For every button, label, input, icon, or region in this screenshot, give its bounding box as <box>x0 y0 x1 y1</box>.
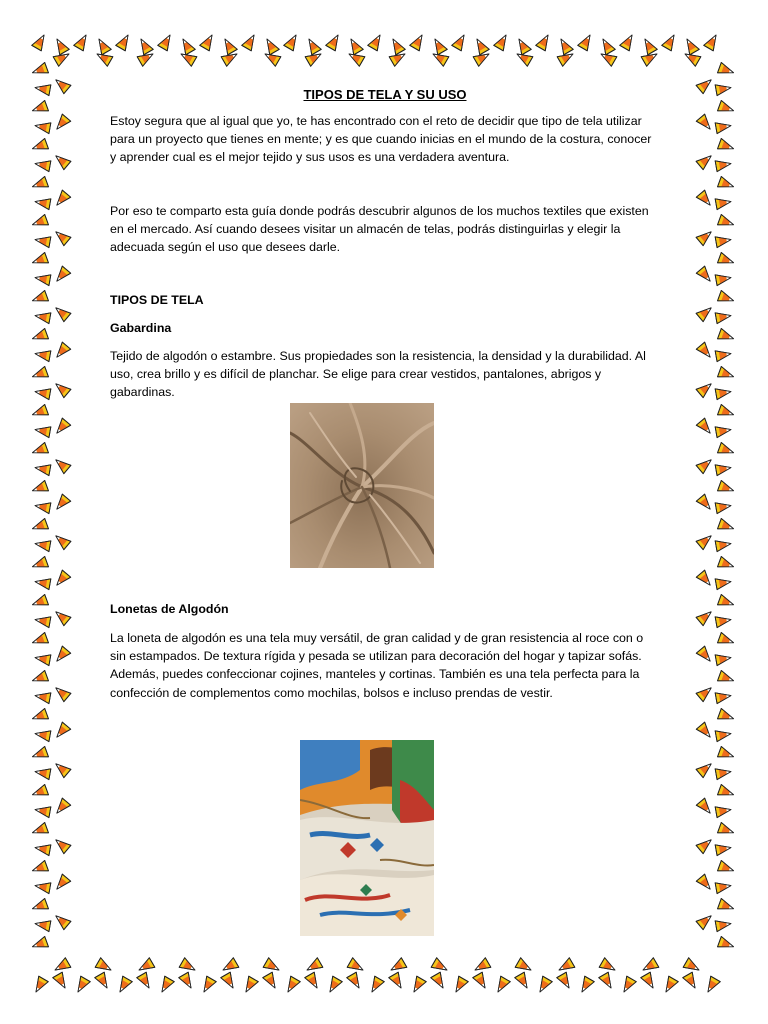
candy-corn-icon <box>31 328 49 343</box>
candy-corn-icon <box>52 228 71 246</box>
candy-corn-icon <box>696 304 715 322</box>
candy-corn-icon <box>136 36 153 54</box>
candy-corn-icon <box>34 196 51 209</box>
candy-corn-icon <box>94 36 111 54</box>
candy-corn-icon <box>178 49 196 66</box>
candy-corn-icon <box>696 608 715 626</box>
candy-corn-icon <box>718 214 736 229</box>
candy-corn-icon <box>34 652 51 665</box>
candy-corn-icon <box>34 386 51 399</box>
candy-corn-icon <box>53 972 70 990</box>
candy-corn-icon <box>326 32 343 50</box>
candy-corn-icon <box>718 404 736 419</box>
candy-corn-icon <box>31 594 49 609</box>
candy-corn-icon <box>718 822 736 837</box>
candy-corn-icon <box>696 266 714 285</box>
candy-corn-icon <box>620 32 637 50</box>
candy-corn-icon <box>346 49 364 66</box>
candy-corn-icon <box>31 898 49 913</box>
candy-corn-icon <box>388 958 406 975</box>
candy-corn-icon <box>715 614 732 627</box>
candy-corn-icon <box>452 32 469 50</box>
candy-corn-icon <box>715 82 732 95</box>
candy-corn-icon <box>31 62 49 77</box>
candy-corn-icon <box>696 760 715 778</box>
candy-corn-icon <box>53 722 71 741</box>
candy-corn-icon <box>473 49 491 66</box>
candy-corn-icon <box>696 152 715 170</box>
candy-corn-icon <box>514 36 531 54</box>
candy-corn-icon <box>556 36 573 54</box>
candy-corn-icon <box>696 456 715 474</box>
intro-paragraph-1: Estoy segura que al igual que yo, te has encontrado con el reto de decidir que tipo de tela utilizar para un proyecto que tienes en mente; y es que cuando inicias en el mundo de la costura, conocer y aprender cual es el mejor tejido y sus usos es una verdadera aventura. <box>110 114 652 165</box>
candy-corn-icon <box>34 880 51 893</box>
candy-corn-icon <box>34 842 51 855</box>
candy-corn-icon <box>53 798 71 817</box>
candy-corn-icon <box>53 342 71 361</box>
candy-corn-icon <box>31 404 49 419</box>
candy-corn-icon <box>31 290 49 305</box>
candy-corn-icon <box>52 304 71 322</box>
fabric-description-gabardina: Tejido de algodón o estambre. Sus propiedades son la resistencia, la densidad y la durabilidad. Al uso, crea brillo y es difícil de planchar. Se elige para crear vestidos, pantalones, abrigos y gabardinas. <box>110 349 646 400</box>
candy-corn-icon <box>696 722 714 741</box>
gabardina-fabric-image <box>290 403 434 568</box>
candy-corn-icon <box>473 972 490 990</box>
candy-corn-icon <box>662 32 679 50</box>
candy-corn-icon <box>696 228 715 246</box>
candy-corn-icon <box>34 120 51 133</box>
candy-corn-icon <box>715 158 732 171</box>
candy-corn-icon <box>715 424 732 437</box>
candy-corn-icon <box>52 76 71 94</box>
fabric-name-lonetas: Lonetas de Algodón <box>110 602 229 616</box>
candy-corn-icon <box>137 972 154 990</box>
candy-corn-icon <box>556 958 574 975</box>
candy-corn-icon <box>718 328 736 343</box>
candy-corn-icon <box>262 49 280 66</box>
candy-corn-icon <box>718 784 736 799</box>
candy-corn-icon <box>368 32 385 50</box>
candy-corn-icon <box>682 49 700 66</box>
candy-corn-icon <box>31 556 49 571</box>
candy-corn-icon <box>74 32 91 50</box>
candy-corn-icon <box>696 798 714 817</box>
candy-corn-icon <box>34 766 51 779</box>
candy-corn-icon <box>242 32 259 50</box>
candy-corn-icon <box>283 976 300 994</box>
candy-corn-icon <box>715 576 732 589</box>
candy-corn-icon <box>367 976 384 994</box>
candy-corn-icon <box>696 418 714 437</box>
candy-corn-icon <box>34 614 51 627</box>
candy-corn-icon <box>221 49 239 66</box>
candy-corn-icon <box>389 49 407 66</box>
candy-corn-icon <box>696 874 714 893</box>
fabric-name-gabardina: Gabardina <box>110 321 172 335</box>
candy-corn-icon <box>52 532 71 550</box>
candy-corn-icon <box>715 538 732 551</box>
candy-corn-icon <box>696 646 714 665</box>
candy-corn-icon <box>34 234 51 247</box>
candy-corn-icon <box>31 252 49 267</box>
intro-paragraph-2: Por eso te comparto esta guía donde podrás descubrir algunos de los muchos textiles que existen en el mercado. Así cuando desees visitar un almacén de telas, podrás distinguirlas y elegir la adecuada según el uso que desees darle. <box>110 204 649 255</box>
candy-corn-icon <box>220 958 238 975</box>
candy-corn-icon <box>53 266 71 285</box>
candy-corn-icon <box>578 32 595 50</box>
candy-corn-icon <box>53 418 71 437</box>
candy-corn-icon <box>715 652 732 665</box>
candy-corn-icon <box>715 842 732 855</box>
candy-corn-icon <box>640 958 658 975</box>
candy-corn-icon <box>346 36 363 54</box>
candy-corn-icon <box>53 494 71 513</box>
candy-corn-icon <box>696 570 714 589</box>
candy-corn-icon <box>31 976 48 994</box>
candy-corn-icon <box>52 958 70 975</box>
candy-corn-icon <box>34 462 51 475</box>
candy-corn-icon <box>696 912 715 930</box>
candy-corn-icon <box>718 366 736 381</box>
candy-corn-icon <box>31 746 49 761</box>
loneta-fabric-image <box>300 740 434 936</box>
candy-corn-icon <box>718 860 736 875</box>
candy-corn-icon <box>95 972 112 990</box>
candy-corn-icon <box>599 972 616 990</box>
candy-corn-icon <box>179 958 197 975</box>
candy-corn-icon <box>34 538 51 551</box>
candy-corn-icon <box>494 32 511 50</box>
candy-corn-icon <box>136 958 154 975</box>
candy-corn-icon <box>598 49 616 66</box>
candy-corn-icon <box>718 708 736 723</box>
candy-corn-icon <box>696 114 714 133</box>
candy-corn-icon <box>718 442 736 457</box>
candy-corn-icon <box>493 976 510 994</box>
candy-corn-icon <box>73 976 90 994</box>
candy-corn-icon <box>430 49 448 66</box>
candy-corn-icon <box>718 138 736 153</box>
candy-corn-icon <box>515 972 532 990</box>
page-title: TIPOS DE TELA Y SU USO <box>303 87 467 102</box>
candy-corn-icon <box>715 462 732 475</box>
candy-corn-icon <box>718 936 736 951</box>
candy-corn-icon <box>682 36 699 54</box>
candy-corn-icon <box>263 972 280 990</box>
candy-corn-icon <box>715 196 732 209</box>
candy-corn-icon <box>599 958 617 975</box>
candy-corn-icon <box>514 49 532 66</box>
candy-corn-icon <box>32 32 49 50</box>
candy-corn-icon <box>178 36 195 54</box>
candy-corn-icon <box>241 976 258 994</box>
candy-corn-icon <box>718 898 736 913</box>
candy-corn-icon <box>34 348 51 361</box>
candy-corn-icon <box>52 912 71 930</box>
candy-corn-icon <box>53 646 71 665</box>
candy-corn-icon <box>52 36 69 54</box>
candy-corn-icon <box>137 49 155 66</box>
candy-corn-icon <box>31 708 49 723</box>
candy-corn-icon <box>718 746 736 761</box>
candy-corn-icon <box>388 36 405 54</box>
candy-corn-icon <box>704 32 721 50</box>
candy-corn-icon <box>451 976 468 994</box>
candy-corn-icon <box>31 138 49 153</box>
candy-corn-icon <box>31 936 49 951</box>
candy-corn-icon <box>472 958 490 975</box>
candy-corn-icon <box>200 32 217 50</box>
candy-corn-icon <box>31 442 49 457</box>
candy-corn-icon <box>718 100 736 115</box>
candy-corn-icon <box>696 532 715 550</box>
candy-corn-icon <box>305 49 323 66</box>
candy-corn-icon <box>199 976 216 994</box>
candy-corn-icon <box>284 32 301 50</box>
candy-corn-icon <box>535 976 552 994</box>
candy-corn-icon <box>94 49 112 66</box>
candy-corn-icon <box>31 214 49 229</box>
candy-corn-icon <box>715 500 732 513</box>
candy-corn-icon <box>34 576 51 589</box>
candy-corn-icon <box>696 380 715 398</box>
candy-corn-icon <box>95 958 113 975</box>
candy-corn-icon <box>641 49 659 66</box>
candy-corn-icon <box>52 456 71 474</box>
candy-corn-icon <box>715 348 732 361</box>
candy-corn-icon <box>31 480 49 495</box>
candy-corn-icon <box>52 836 71 854</box>
candy-corn-icon <box>703 976 720 994</box>
candy-corn-icon <box>158 32 175 50</box>
candy-corn-icon <box>431 958 449 975</box>
candy-corn-icon <box>221 972 238 990</box>
candy-corn-icon <box>515 958 533 975</box>
candy-corn-icon <box>53 190 71 209</box>
candy-corn-icon <box>661 976 678 994</box>
section-heading: TIPOS DE TELA <box>110 293 204 307</box>
candy-corn-icon <box>31 670 49 685</box>
candy-corn-icon <box>683 958 701 975</box>
candy-corn-icon <box>715 804 732 817</box>
candy-corn-icon <box>409 976 426 994</box>
candy-corn-icon <box>304 36 321 54</box>
candy-corn-icon <box>347 972 364 990</box>
candy-corn-icon <box>34 728 51 741</box>
candy-corn-icon <box>52 152 71 170</box>
candy-corn-icon <box>715 690 732 703</box>
candy-corn-icon <box>715 310 732 323</box>
candy-corn-icon <box>718 290 736 305</box>
candy-corn-icon <box>116 32 133 50</box>
candy-corn-icon <box>718 480 736 495</box>
candy-corn-icon <box>718 62 736 77</box>
candy-corn-icon <box>472 36 489 54</box>
candy-corn-icon <box>31 860 49 875</box>
candy-corn-icon <box>31 518 49 533</box>
candy-corn-icon <box>34 424 51 437</box>
candy-corn-icon <box>31 822 49 837</box>
candy-corn-icon <box>304 958 322 975</box>
candy-corn-icon <box>715 880 732 893</box>
candy-corn-icon <box>31 632 49 647</box>
candy-corn-icon <box>34 272 51 285</box>
candy-corn-icon <box>696 190 714 209</box>
candy-corn-icon <box>696 342 714 361</box>
candy-corn-icon <box>718 632 736 647</box>
candy-corn-icon <box>157 976 174 994</box>
candy-corn-icon <box>34 82 51 95</box>
candy-corn-icon <box>431 972 448 990</box>
candy-corn-icon <box>34 310 51 323</box>
candy-corn-icon <box>619 976 636 994</box>
candy-corn-icon <box>696 494 714 513</box>
candy-corn-icon <box>115 976 132 994</box>
candy-corn-icon <box>52 380 71 398</box>
candy-corn-icon <box>262 36 279 54</box>
candy-corn-icon <box>715 234 732 247</box>
candy-corn-icon <box>220 36 237 54</box>
candy-corn-icon <box>347 958 365 975</box>
candy-corn-icon <box>34 918 51 931</box>
candy-corn-icon <box>718 176 736 191</box>
candy-corn-icon <box>696 76 715 94</box>
candy-corn-icon <box>715 766 732 779</box>
candy-corn-icon <box>31 784 49 799</box>
candy-corn-icon <box>53 570 71 589</box>
candy-corn-icon <box>34 804 51 817</box>
candy-corn-icon <box>598 36 615 54</box>
candy-corn-icon <box>430 36 447 54</box>
candy-corn-icon <box>179 972 196 990</box>
candy-corn-icon <box>34 500 51 513</box>
candy-corn-icon <box>31 176 49 191</box>
candy-corn-icon <box>52 684 71 702</box>
candy-corn-icon <box>718 556 736 571</box>
candy-corn-icon <box>53 49 71 66</box>
candy-corn-icon <box>34 158 51 171</box>
candy-corn-icon <box>715 272 732 285</box>
candy-corn-icon <box>640 36 657 54</box>
candy-corn-icon <box>305 972 322 990</box>
candy-corn-icon <box>577 976 594 994</box>
candy-corn-icon <box>389 972 406 990</box>
candy-corn-icon <box>536 32 553 50</box>
candy-corn-icon <box>718 518 736 533</box>
candy-corn-icon <box>410 32 427 50</box>
candy-corn-icon <box>718 594 736 609</box>
candy-corn-icon <box>718 252 736 267</box>
candy-corn-icon <box>641 972 658 990</box>
candy-corn-icon <box>557 49 575 66</box>
candy-corn-icon <box>34 690 51 703</box>
candy-corn-icon <box>715 728 732 741</box>
candy-corn-icon <box>718 670 736 685</box>
candy-corn-icon <box>53 874 71 893</box>
candy-corn-icon <box>52 760 71 778</box>
candy-corn-icon <box>557 972 574 990</box>
candy-corn-icon <box>52 608 71 626</box>
fabric-description-lonetas: La loneta de algodón es una tela muy versátil, de gran calidad y de gran resistencia al roce con o sin estampados. De textura rígida y pesada se utilizan para decoración del hogar y tapizar sofás. Además, puedes confeccionar cojines, manteles y cortinas. También es una tela perfecta para la confección de complementos como mochilas, bolsos e incluso prendas de vestir. <box>110 631 644 700</box>
candy-corn-icon <box>31 100 49 115</box>
candy-corn-icon <box>715 386 732 399</box>
candy-corn-icon <box>683 972 700 990</box>
candy-corn-icon <box>715 918 732 931</box>
candy-corn-icon <box>325 976 342 994</box>
candy-corn-icon <box>53 114 71 133</box>
candy-corn-icon <box>263 958 281 975</box>
candy-corn-icon <box>696 836 715 854</box>
candy-corn-icon <box>715 120 732 133</box>
candy-corn-icon <box>31 366 49 381</box>
candy-corn-icon <box>696 684 715 702</box>
